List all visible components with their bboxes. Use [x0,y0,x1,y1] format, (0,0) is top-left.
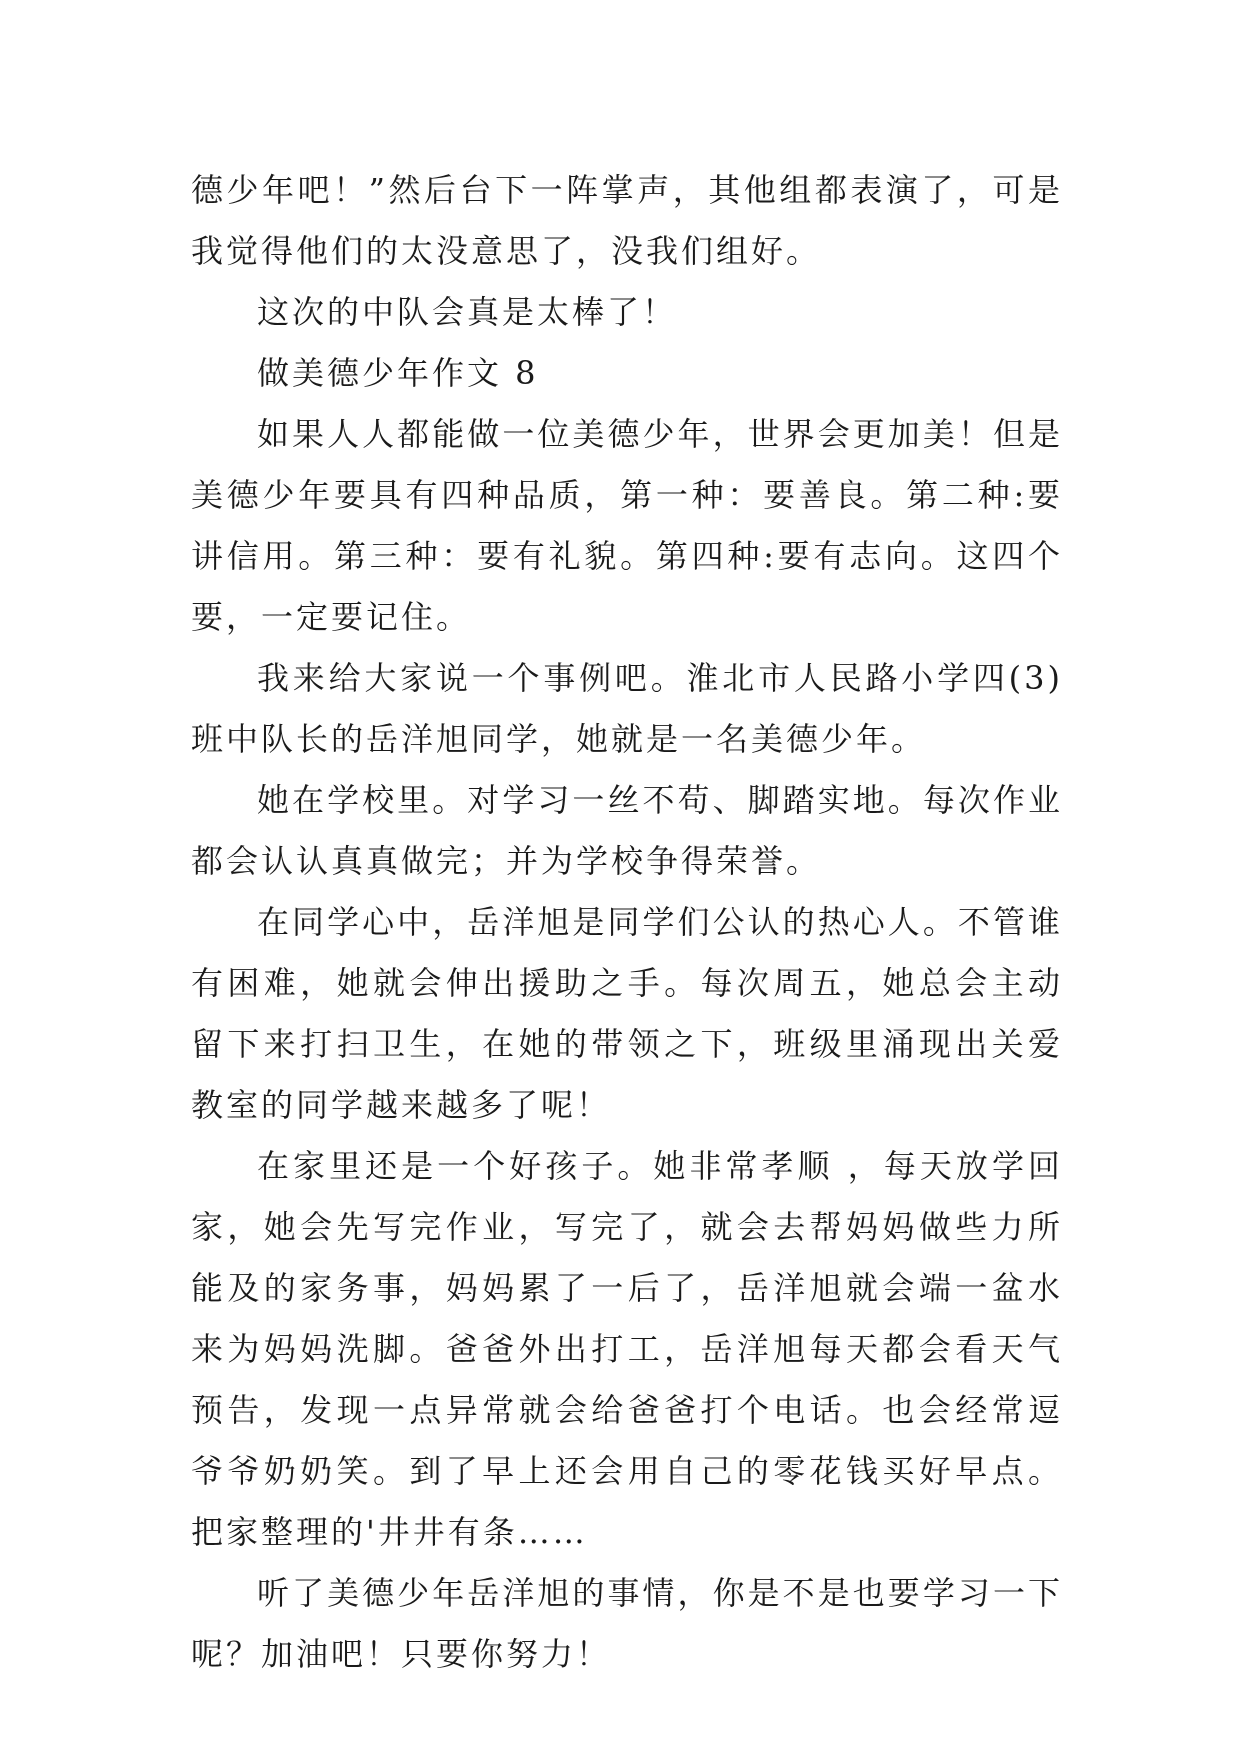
paragraph: 如果人人都能做一位美德少年，世界会更加美！但是美德少年要具有四种品质，第一种：要善良。第二种:要讲信用。第三种：要有礼貌。第四种:要有志向。这四个要，一定要记住。 [191,415,1063,636]
paragraph: 听了美德少年岳洋旭的事情，你是不是也要学习一下呢？加油吧！只要你努力！ [191,1574,1063,1673]
paragraph: 在家里还是一个好孩子。她非常孝顺 ，每天放学回家，她会先写完作业，写完了，就会去帮妈妈做些力所能及的家务事，妈妈累了一后了，岳洋旭就会端一盆水来为妈妈洗脚。爸爸外出打工，岳洋旭每天都会看天气预告，发现一点异常就会给爸爸打个电话。也会经常逗爷爷奶奶笑。到了早上还会用自己的零花钱买好早点。把家整理的'井井有条…… [191,1147,1063,1551]
paragraph-continuation: 德少年吧！”然后台下一阵掌声，其他组都表演了，可是我觉得他们的太没意思了，没我们组好。 [191,171,1063,270]
paragraph: 这次的中队会真是太棒了！ [257,293,678,331]
section-heading: 做美德少年作文 8 [257,354,539,392]
paragraph: 在同学心中，岳洋旭是同学们公认的热心人。不管谁有困难，她就会伸出援助之手。每次周五，她总会主动留下来打扫卫生，在她的带领之下，班级里涌现出关爱教室的同学越来越多了呢！ [191,903,1063,1124]
paragraph: 她在学校里。对学习一丝不苟、脚踏实地。每次作业都会认认真真做完；并为学校争得荣誉。 [191,781,1063,880]
paragraph: 我来给大家说一个事例吧。淮北市人民路小学四(3)班中队长的岳洋旭同学，她就是一名美德少年。 [191,659,1063,758]
document-body [191,160,1063,1685]
